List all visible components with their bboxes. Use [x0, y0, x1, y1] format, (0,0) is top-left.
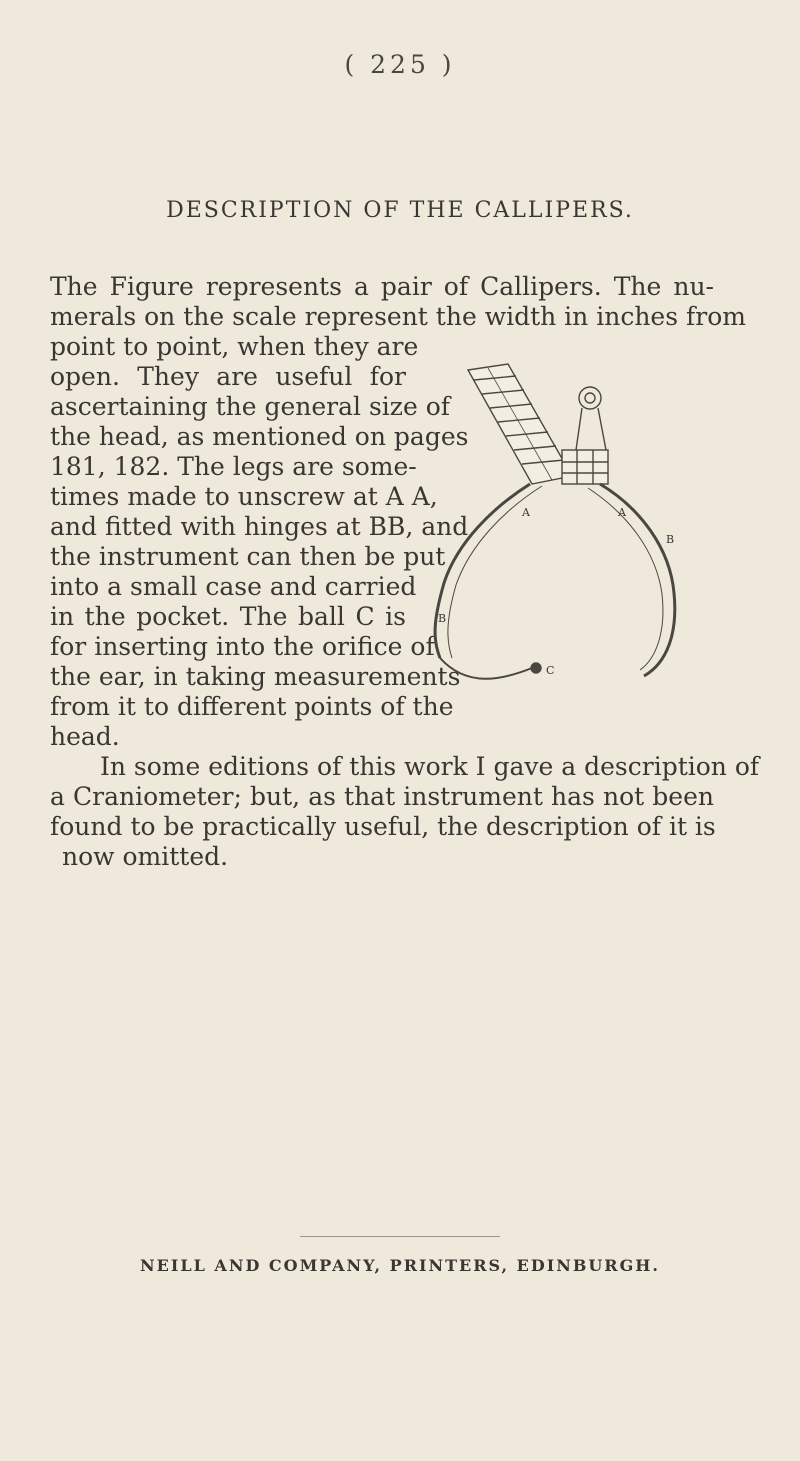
paragraph-1-line: ascertaining the general size of	[50, 392, 450, 421]
paragraph-1-line: in the pocket. The ball C is	[50, 602, 406, 631]
page-number: ( 225 )	[344, 50, 456, 79]
paragraph-1-line: for inserting into the orifice of	[50, 632, 435, 661]
label-b-left: B	[438, 612, 447, 625]
paragraph-1-line: and fitted with hinges at BB, and	[50, 512, 469, 541]
paragraph-1-line: merals on the scale represent the width in inches from	[50, 302, 746, 331]
label-b-right: B	[666, 533, 675, 546]
paragraph-2-line: In some editions of this work I gave a description of	[100, 752, 760, 781]
ball-c	[531, 663, 541, 673]
paragraph-1-line: the head, as mentioned on pages	[50, 422, 469, 451]
paragraph-1-line: open. They are useful for	[50, 362, 406, 391]
paragraph-1-line: the instrument can then be put	[50, 542, 446, 571]
hinge-box	[562, 387, 608, 484]
paragraph-2-line: found to be practically useful, the description of it is	[50, 812, 716, 841]
paragraph-1-line: The Figure represents a pair of Callipers. The nu-	[50, 272, 714, 301]
label-c: C	[546, 664, 555, 677]
paragraph-1-line: head.	[50, 722, 120, 751]
paragraph-1-line: point to point, when they are	[50, 332, 419, 361]
paragraph-2-line: now omitted.	[62, 842, 229, 871]
scale-arm	[468, 364, 572, 484]
paragraph-1-line: from it to different points of the	[50, 692, 454, 721]
paragraph-1-line: into a small case and carried	[50, 572, 417, 601]
footer-rule	[300, 1236, 500, 1237]
paragraph-2-line: a Craniometer; but, as that instrument has not been	[50, 782, 714, 811]
page-title: DESCRIPTION OF THE CALLIPERS.	[166, 198, 634, 223]
right-leg	[588, 484, 675, 676]
label-a-right: A	[618, 506, 626, 519]
paragraph-1-line: 181, 182. The legs are some-	[50, 452, 417, 481]
printer-imprint: NEILL AND COMPANY, PRINTERS, EDINBURGH.	[140, 1256, 660, 1275]
paragraph-1-line: times made to unscrew at A A,	[50, 482, 438, 511]
callipers-figure	[412, 358, 712, 688]
label-a-left: A	[522, 506, 530, 519]
paragraph-1-line: the ear, in taking measurements	[50, 662, 461, 691]
